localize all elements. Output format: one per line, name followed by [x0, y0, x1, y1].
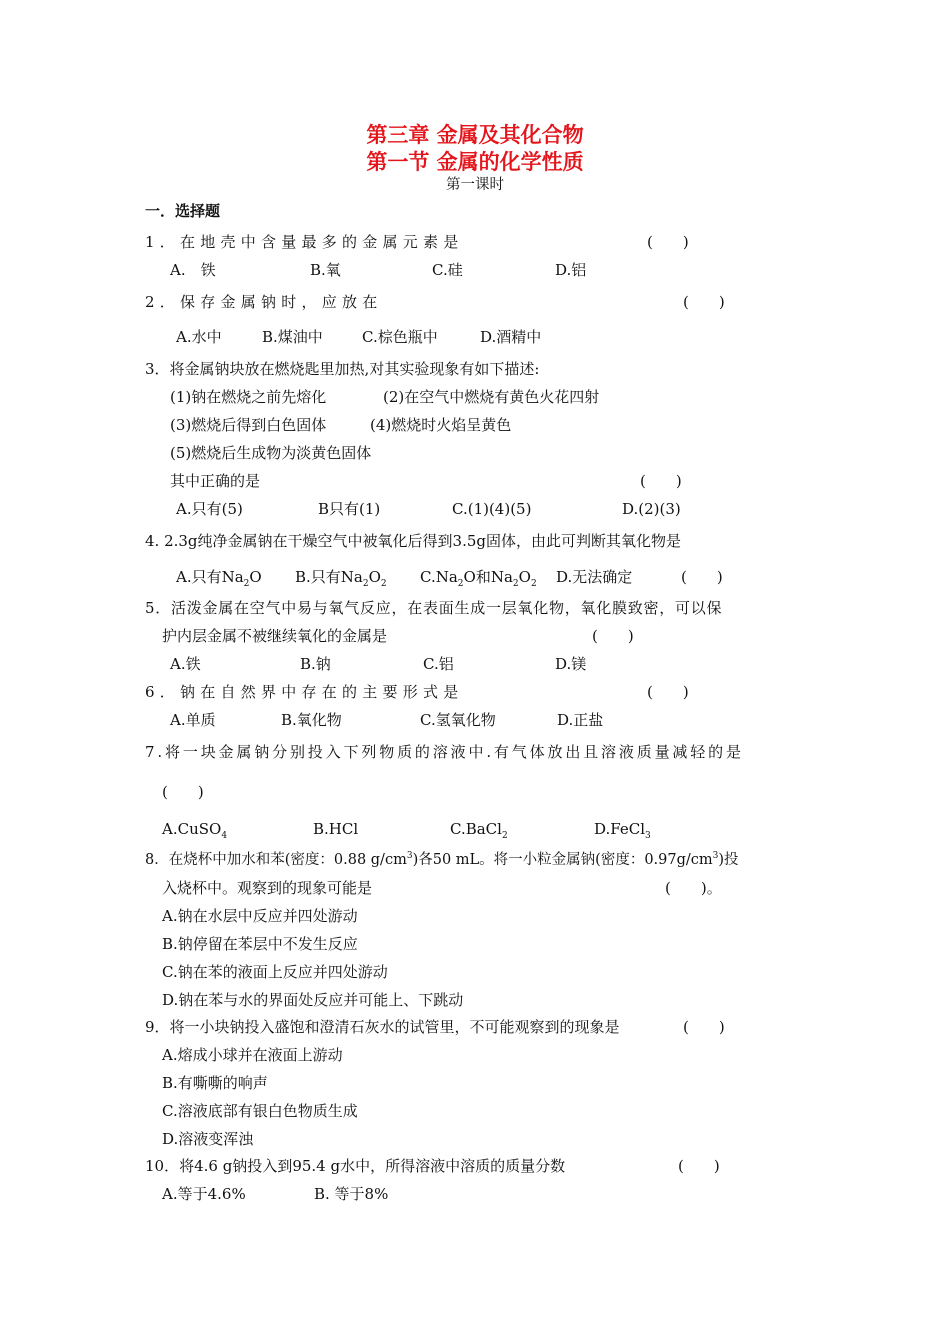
section-title: 第一节 金属的化学性质	[366, 149, 584, 174]
q8-option-b: B.钠停留在苯层中不发生反应	[162, 935, 358, 953]
q4-option-a: A.只有$Na_2O$	[176, 568, 262, 589]
q4-option-d: D.无法确定	[556, 568, 633, 586]
q3-option-c: C.(1)(4)(5)	[452, 500, 532, 518]
q6-option-c: C.氢氧化物	[420, 711, 496, 729]
q7-option-d: D.FeCl$_3$	[594, 820, 651, 841]
q3-option-b: B只有(1)	[318, 500, 381, 518]
section-heading: 一．选择题	[145, 202, 221, 220]
q2-option-d: D.酒精中	[480, 328, 542, 346]
q6-option-a: A.单质	[170, 711, 216, 729]
q9-option-c: C.溶液底部有银白色物质生成	[162, 1102, 358, 1120]
q8-stem-line1: 8．在烧杯中加水和苯(密度：0.88 $g/cm^3$)各50 mL。将一小粒金属钠(密度：$0.97g/cm^3$)投	[145, 851, 739, 868]
chapter-title: 第三章 金属及其化合物	[366, 122, 584, 147]
q2-option-b: B.煤油中	[262, 328, 323, 346]
q8-answer-blank: ( )。	[665, 879, 722, 897]
q1-option-c: C.硅	[432, 261, 463, 279]
q7-stem: 7.将一块金属钠分别投入下列物质的溶液中.有气体放出且溶液质量减轻的是	[145, 743, 744, 761]
q8-option-d: D.钠在苯与水的界面处反应并可能上、下跳动	[162, 991, 464, 1009]
q5-option-a: A.铁	[170, 655, 201, 673]
q3-stem: 3．将金属钠块放在燃烧匙里加热,对其实验现象有如下描述:	[145, 360, 540, 378]
q3-statement-1: (1)钠在燃烧之前先熔化	[170, 388, 327, 406]
q9-answer-blank: ( )	[683, 1018, 725, 1036]
q3-option-d: D.(2)(3)	[622, 500, 681, 518]
q5-answer-blank: ( )	[592, 627, 634, 645]
q3-option-a: A.只有(5)	[176, 500, 243, 518]
q3-statement-2: (2)在空气中燃烧有黄色火花四射	[383, 388, 600, 406]
q8-option-a: A.钠在水层中反应并四处游动	[162, 907, 358, 925]
q10-stem: 10．将4.6 g钠投入到95.4 g水中，所得溶液中溶质的质量分数	[145, 1157, 566, 1175]
q5-stem-line2: 护内层金属不被继续氧化的金属是	[162, 627, 388, 645]
q4-option-b: B.只有$Na_2O_2$	[295, 568, 387, 589]
q6-answer-blank: ( )	[647, 683, 689, 701]
q6-stem: 6．钠在自然界中存在的主要形式是	[145, 683, 464, 701]
q3-answer-blank: ( )	[640, 472, 682, 490]
q5-option-d: D.镁	[555, 655, 587, 673]
q3-statement-4: (4)燃烧时火焰呈黄色	[370, 416, 512, 434]
q7-option-a: A.CuSO$_4$	[162, 820, 228, 841]
q3-question: 其中正确的是	[170, 472, 261, 490]
q5-option-b: B.钠	[300, 655, 331, 673]
q1-option-d: D.铝	[555, 261, 587, 279]
q8-option-c: C.钠在苯的液面上反应并四处游动	[162, 963, 388, 981]
q6-option-b: B.氧化物	[281, 711, 342, 729]
q2-option-c: C.棕色瓶中	[362, 328, 438, 346]
q6-option-d: D.正盐	[557, 711, 604, 729]
q10-option-a: A.等于4.6%	[162, 1185, 246, 1203]
q9-option-d: D.溶液变浑浊	[162, 1130, 254, 1148]
q7-answer-blank: ( )	[162, 783, 204, 801]
q1-option-a: A. 铁	[170, 261, 216, 279]
q5-option-c: C.铝	[423, 655, 454, 673]
q9-stem: 9．将一小块钠投入盛饱和澄清石灰水的试管里，不可能观察到的现象是	[145, 1018, 620, 1036]
q1-answer-blank: ( )	[647, 233, 689, 251]
q9-option-a: A.熔成小球并在液面上游动	[162, 1046, 343, 1064]
q4-stem: 4. 2.3g纯净金属钠在干燥空气中被氧化后得到3.5g固体，由此可判断其氧化物是	[145, 532, 681, 550]
q7-option-b: B.HCl	[313, 820, 359, 838]
q3-statement-3: (3)燃烧后得到白色固体	[170, 416, 327, 434]
q10-option-b: B. 等于8%	[314, 1185, 389, 1203]
q4-option-c: $C.Na_2O$和$Na_2O_2$	[420, 568, 537, 589]
q1-stem: 1．在地壳中含量最多的金属元素是	[145, 233, 464, 251]
q8-stem-line2: 入烧杯中。观察到的现象可能是	[162, 879, 373, 897]
q4-answer-blank: ( )	[681, 568, 723, 586]
q2-answer-blank: ( )	[683, 293, 725, 311]
q5-stem-line1: 5．活泼金属在空气中易与氧气反应，在表面生成一层氧化物，氧化膜致密，可以保	[145, 599, 723, 617]
q7-option-c: C.BaCl$_2$	[450, 820, 508, 841]
q2-stem: 2．保存金属钠时，应放在	[145, 293, 383, 311]
q10-answer-blank: ( )	[678, 1157, 720, 1175]
q3-statement-5: (5)燃烧后生成物为淡黄色固体	[170, 444, 372, 462]
q9-option-b: B.有嘶嘶的响声	[162, 1074, 268, 1092]
q2-option-a: A.水中	[176, 328, 222, 346]
lesson-label: 第一课时	[446, 177, 504, 193]
q1-option-b: B.氧	[310, 261, 341, 279]
